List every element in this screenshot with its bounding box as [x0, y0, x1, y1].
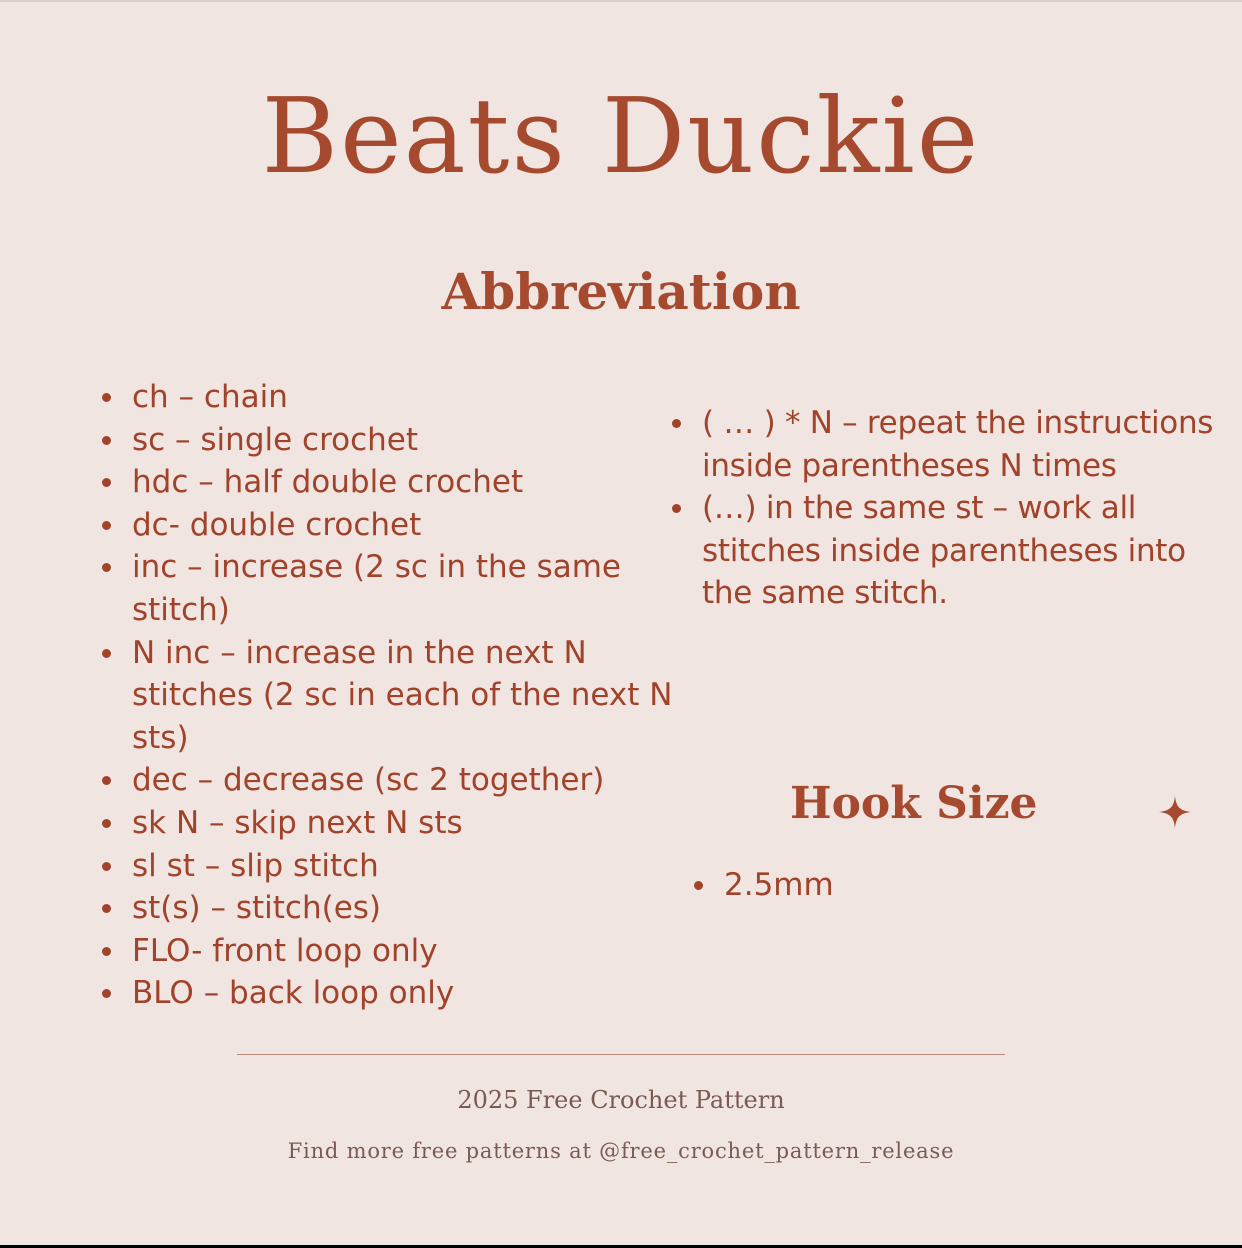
four-point-sparkle-icon: [1157, 794, 1193, 830]
list-item: dc- double crochet: [100, 504, 680, 547]
list-item: FLO- front loop only: [100, 930, 680, 973]
list-item: st(s) – stitch(es): [100, 887, 680, 930]
abbreviation-list-right: [670, 402, 1235, 615]
footer-more-patterns: Find more free patterns at @free_crochet_pattern_release: [287, 1139, 955, 1163]
list-item: sc – single crochet: [100, 419, 680, 462]
hook-size-list: [692, 864, 834, 907]
hook-size-heading: Hook Size: [790, 778, 1038, 829]
hook-size-item: 2.5mm: [692, 864, 834, 907]
list-item: N inc – increase in the next N stitches (2 sc in each of the next N sts): [100, 632, 680, 760]
list-item: sk N – skip next N sts: [100, 802, 680, 845]
list-item: hdc – half double crochet: [100, 461, 680, 504]
pattern-title: Beats Duckie: [261, 75, 981, 197]
list-item: inc – increase (2 sc in the same stitch): [100, 546, 680, 631]
abbreviation-heading: Abbreviation: [441, 262, 801, 321]
list-item: (…) in the same st – work all stitches inside parentheses into the same stitch.: [670, 487, 1235, 615]
list-item: ( … ) * N – repeat the instructions inside parentheses N times: [670, 402, 1235, 487]
footer-divider: [237, 1054, 1005, 1055]
list-item: ch – chain: [100, 376, 680, 419]
list-item: dec – decrease (sc 2 together): [100, 759, 680, 802]
list-item: sl st – slip stitch: [100, 845, 680, 888]
abbreviation-list-left: [100, 376, 680, 1015]
list-item: BLO – back loop only: [100, 972, 680, 1015]
footer-pattern-label: 2025 Free Crochet Pattern: [457, 1086, 785, 1114]
